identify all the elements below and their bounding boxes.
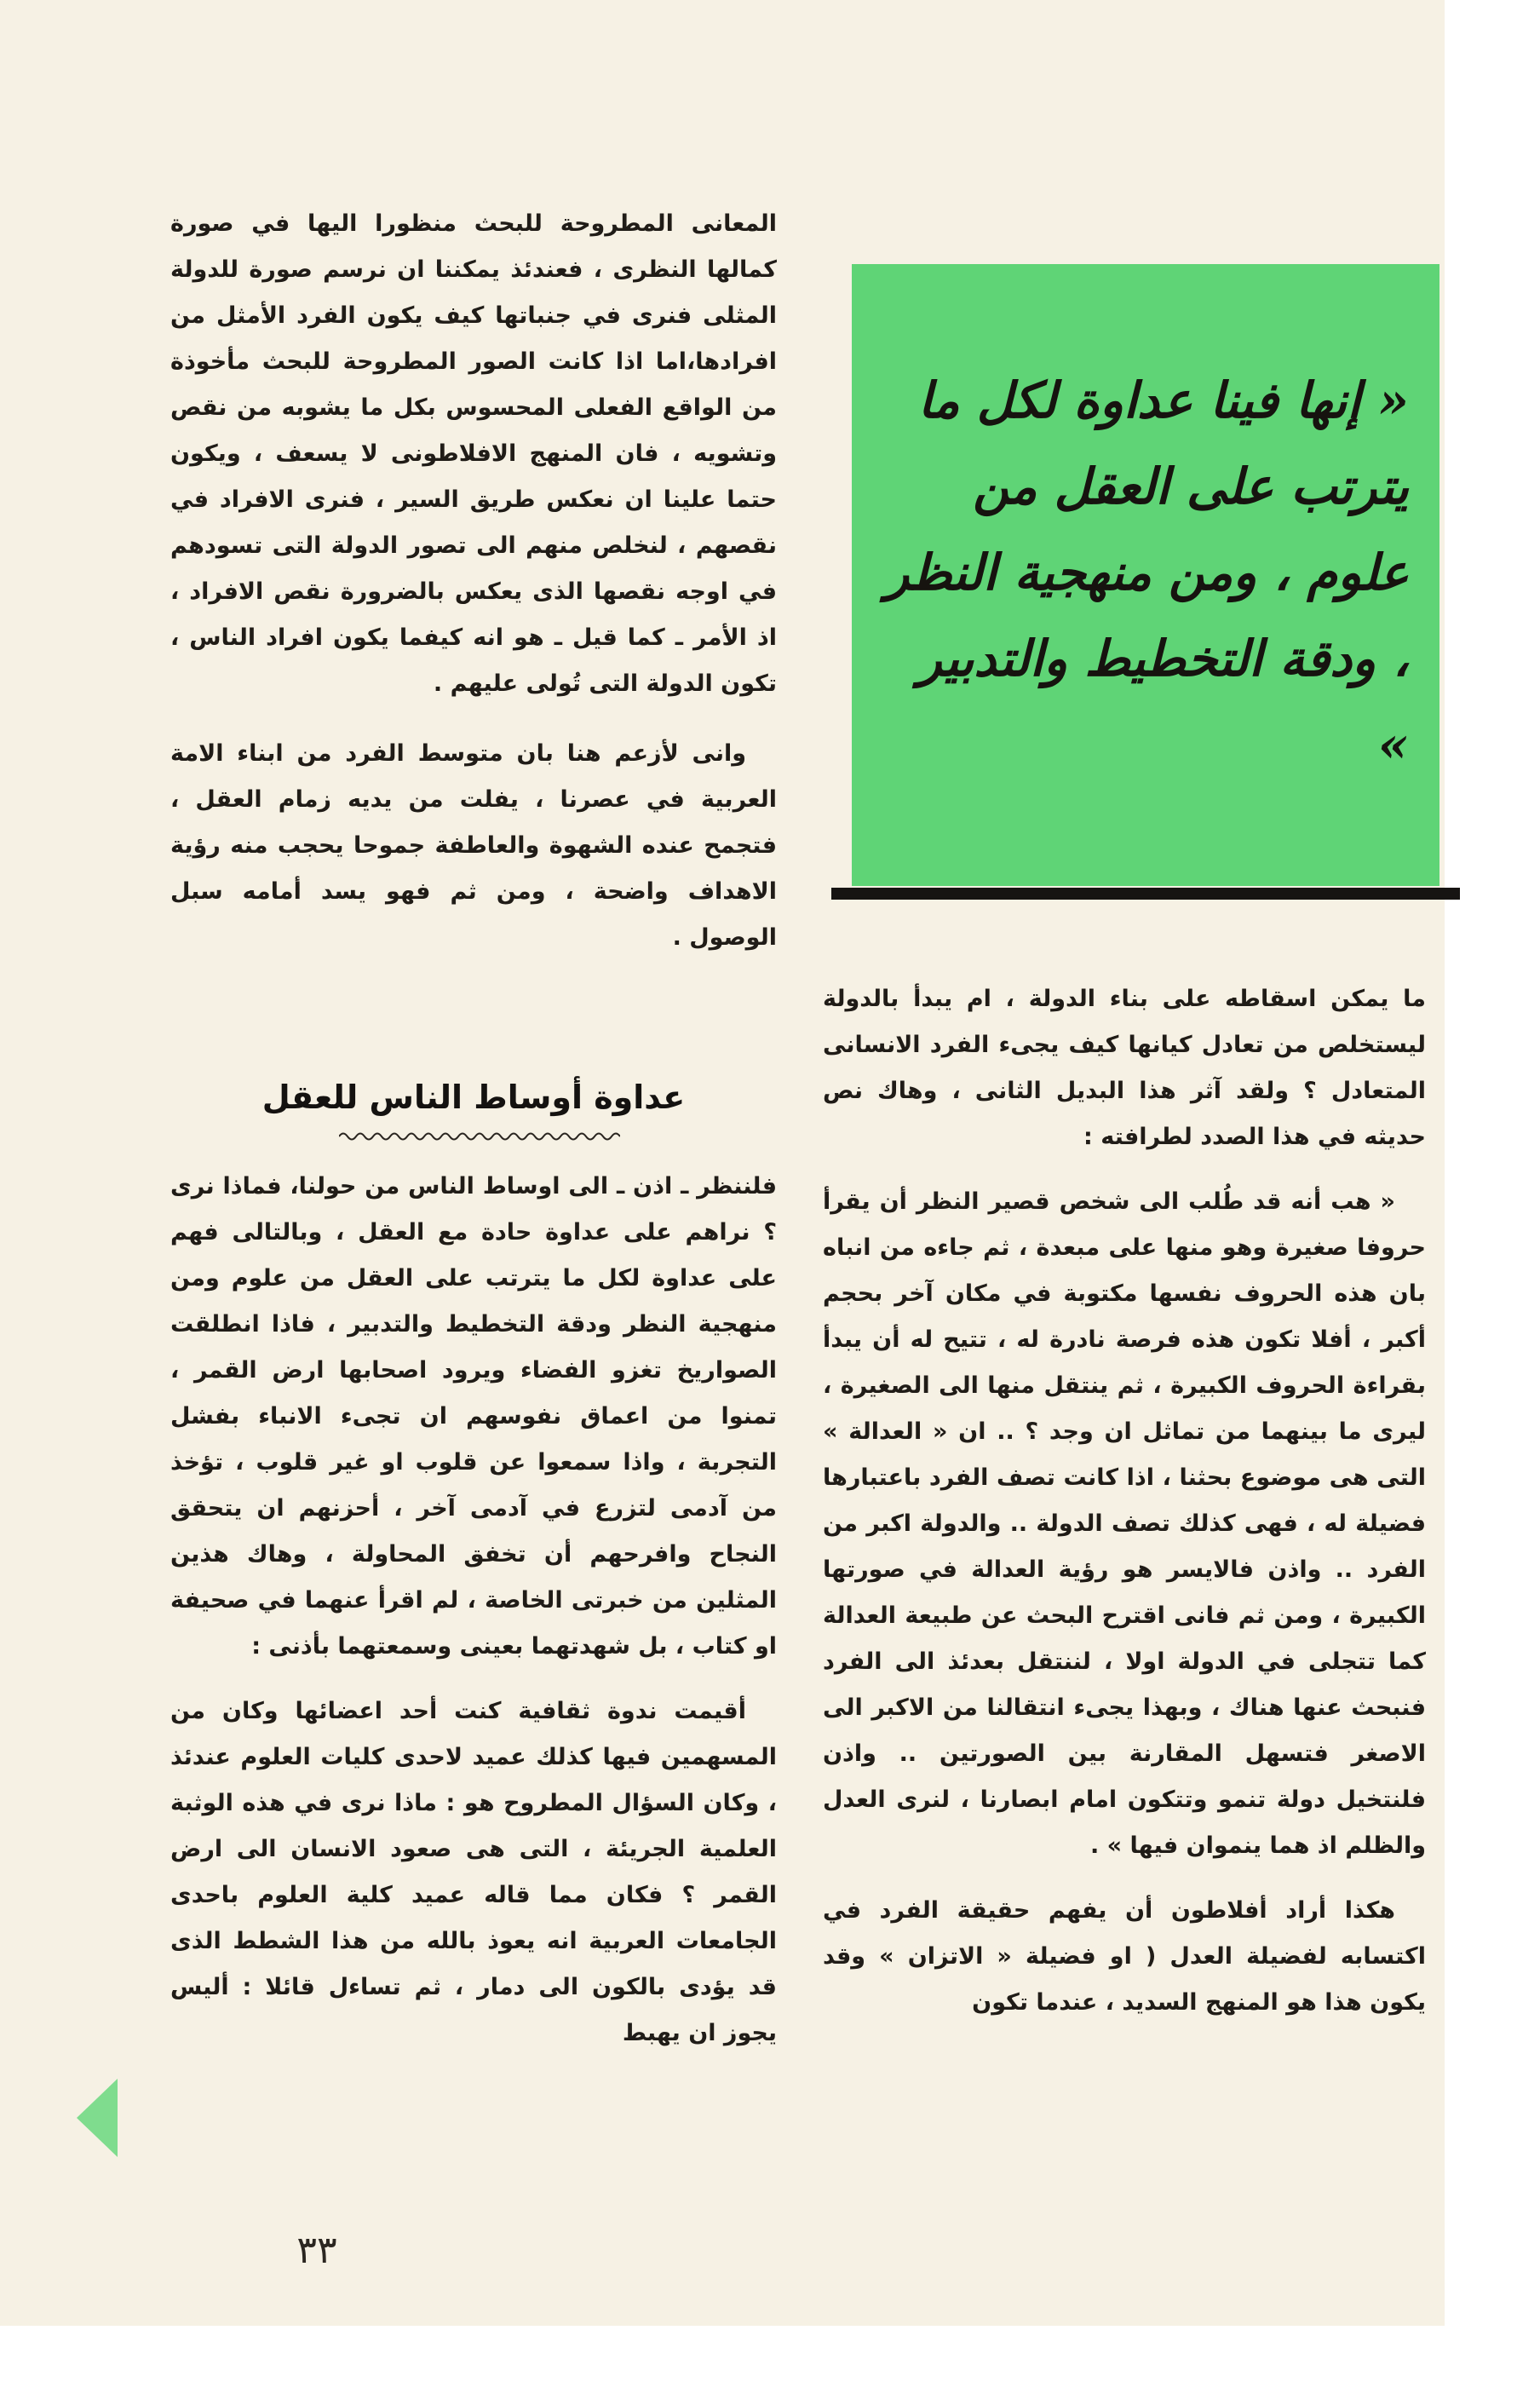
page-number: ٣٣ bbox=[296, 2229, 337, 2272]
left-column-bottom bbox=[170, 1164, 777, 2057]
pull-quote-rule bbox=[831, 888, 1460, 900]
body-paragraph: فلننظر ـ اذن ـ الى اوساط الناس من حولنا، فماذا نرى ؟ نراهم على عداوة حادة مع العقل ، وبالتالى فهم على عداوة لكل ما يترتب على العقل من علوم ومن منهجية النظر ودقة التخطيط والتدبير ، فاذا انطلقت الصواريخ تغزو الفضاء ويرود اصحابها ارض القمر ، تمنوا من اعماق نفوسهم ان تجىء الانباء بفشل التجربة ، واذا سمعوا عن قلوب او غير قلوب ، تؤخذ من آدمى لتزرع في آدمى آخر ، أحزنهم ان يتحقق النجاح وافرحهم أن تخفق المحاولة ، وهاك هذين المثلين من خبرتى الخاصة ، لم اقرأ عنهما في صحيفة او كتاب ، بل شهدتهما بعينى وسمعتهما بأذنى : bbox=[170, 1173, 777, 1660]
quotation-paragraph: « هب أنه قد طُلب الى شخص قصير النظر أن يقرأ حروفا صغيرة وهو منها على مبعدة ، ثم جاءه من انباه بان هذه الحروف نفسها مكتوبة في مكان آخر بحجم أكبر ، أفلا تكون هذه فرصة نادرة له ، تتيح له أن يبدأ بقراءة الحروف الكبيرة ، ثم ينتقل منها الى الصغيرة ، ليرى ما بينهما من تماثل ان وجد ؟ .. ان « العدالة » التى هى موضوع بحثنا ، اذا كانت تصف الفرد باعتبارها فضيلة له ، فهى كذلك تصف الدولة .. والدولة اكبر من الفرد .. واذن فالايسر هو رؤية العدالة في صورتها الكبيرة ، ومن ثم فانى اقترح البحث عن طبيعة العدالة كما تتجلى في الدولة اولا ، لننتقل بعدئذ الى الفرد فنبحث عنها هناك ، وبهذا يجىء انتقالنا من الاكبر الى الاصغر فتسهل المقارنة بين الصورتين .. واذن فلنتخيل دولة تنمو وتتكون امام ابصارنا ، لنرى العدل والظلم اذ هما ينموان فيها » . bbox=[823, 1188, 1426, 1859]
right-column bbox=[823, 976, 1426, 2026]
wavy-heading-rule bbox=[339, 1128, 620, 1145]
pull-quote-text: « إنها فينا عداوة لكل ما يترتب على العقل من علوم ، ومن منهجية النظر ، ودقة التخطيط والتدبير » bbox=[885, 371, 1409, 774]
body-paragraph: ما يمكن اسقاطه على بناء الدولة ، ام يبدأ بالدولة ليستخلص من تعادل كيانها كيف يجىء الفرد الانسانى المتعادل ؟ ولقد آثر هذا البديل الثانى ، وهاك نص حديثه في هذا الصدد لطرافته : bbox=[823, 986, 1426, 1150]
body-paragraph: وانى لأزعم هنا بان متوسط الفرد من ابناء الامة العربية في عصرنا ، يفلت من يديه زمام العقل ، فتجمح عنده الشهوة والعاطفة جموحا يحجب منه رؤية الاهداف واضحة ، ومن ثم فهو يسد أمامه سبل الوصول . bbox=[170, 740, 777, 951]
body-paragraph: أقيمت ندوة ثقافية كنت أحد اعضائها وكان من المسهمين فيها كذلك عميد لاحدى كليات العلوم عندئذ ، وكان السؤال المطروح هو : ماذا نرى في هذه الوثبة العلمية الجريئة ، التى هى صعود الانسان الى ارض القمر ؟ فكان مما قاله عميد كلية العلوم باحدى الجامعات العربية انه يعوذ بالله من هذا الشطط الذى قد يؤدى بالكون الى دمار ، ثم تساءل قائلا : أليس يجوز ان يهبط bbox=[170, 1698, 777, 2046]
section-heading: عداوة أوساط الناس للعقل bbox=[261, 1079, 686, 1116]
left-column-top bbox=[170, 201, 777, 961]
body-paragraph: المعانى المطروحة للبحث منظورا اليها في صورة كمالها النظرى ، فعندئذ يمكننا ان نرسم صورة للدولة المثلى فنرى في جنباتها كيف يكون الفرد الأمثل من افرادها،اما اذا كانت الصور المطروحة للبحث مأخوذة من الواقع الفعلى المحسوس بكل ما يشوبه من نقص وتشويه ، فان المنهج الافلاطونى لا يسعف ، ويكون حتما علينا ان نعكس طريق السير ، فنرى الافراد في نقصهم ، لنخلص منهم الى تصور الدولة التى تسودهم في اوجه نقصها الذى يعكس بالضرورة نقص الافراد ، اذ الأمر ـ كما قيل ـ هو انه كيفما يكون افراد الناس ، تكون الدولة التى تُولى عليهم . bbox=[170, 210, 777, 697]
pull-quote-box bbox=[852, 264, 1439, 886]
page-edge-triangle-icon bbox=[77, 2079, 118, 2157]
body-paragraph: هكذا أراد أفلاطون أن يفهم حقيقة الفرد في اكتسابه لفضيلة العدل ( او فضيلة « الاتزان » وقد يكون هذا هو المنهج السديد ، عندما تكون bbox=[823, 1897, 1426, 2016]
